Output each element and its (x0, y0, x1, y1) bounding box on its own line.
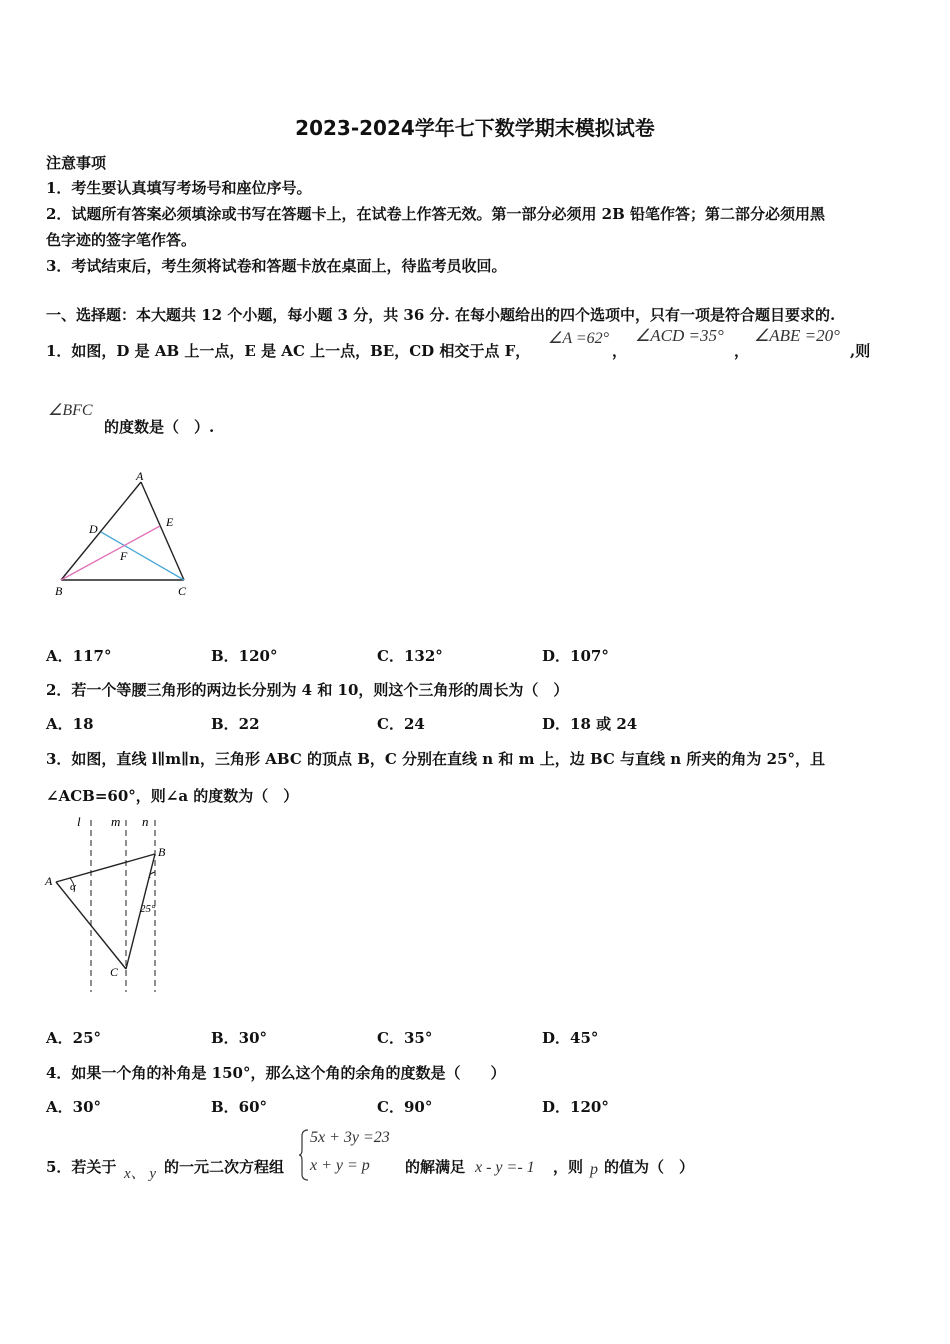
fig-label-b: B (158, 845, 166, 859)
fig-label-a: A (45, 874, 53, 888)
q5-condition: x - y =- 1 (475, 1159, 535, 1176)
section-heading: 一、选择题：本大题共 12 个小题，每小题 3 分，共 36 分. 在每小题给出的四个选项中，只有一项是符合题目要求的. (46, 306, 836, 324)
fig-label-m: m (111, 814, 121, 829)
q3-option-b[interactable]: B．30° (211, 1029, 268, 1047)
q4-option-d[interactable]: D．120° (542, 1098, 609, 1116)
fig-label-l: l (77, 814, 81, 829)
q3-option-d[interactable]: D．45° (542, 1029, 599, 1047)
q2-option-b[interactable]: B．22 (211, 715, 260, 733)
q4-text: 4．如果一个角的补角是 150°，那么这个角的余角的度数是（ ） (46, 1064, 506, 1082)
q4-option-a[interactable]: A．30° (46, 1098, 102, 1116)
fig-label-alpha: α (70, 881, 76, 893)
q5-mid: 的一元二次方程组 (164, 1158, 285, 1176)
q3-parallel-lines-figure (44, 812, 174, 994)
q3-option-a[interactable]: A．25° (46, 1029, 102, 1047)
q1-option-d[interactable]: D．107° (542, 647, 609, 665)
q5-end: 的值为（ ） (604, 1158, 695, 1176)
q5-vars: x、 y (124, 1166, 157, 1182)
q1-option-b[interactable]: B．120° (211, 647, 278, 665)
fig-label-c: C (178, 584, 187, 598)
q5-prefix: 5．若关于 (46, 1158, 117, 1176)
q1-angle-acd: ∠ACD =35° (635, 326, 724, 345)
q1-sep: ， (612, 342, 628, 360)
fig-label-25: 25° (140, 903, 156, 915)
q1-text2: 的度数是（ ）. (104, 418, 215, 436)
notes-heading: 注意事项 (46, 154, 107, 172)
q3-text2: ∠ACB=60°，则∠a 的度数为（ ） (46, 787, 299, 805)
fig-label-a: A (136, 469, 144, 483)
q1-option-a[interactable]: A．117° (46, 647, 112, 665)
q1-angle-a: ∠A =62° (548, 330, 610, 347)
q5-equation-2: x + y = p (310, 1157, 370, 1174)
note-item: 3．考试结束后，考生须将试卷和答题卡放在桌面上，待监考员收回。 (46, 257, 507, 275)
note-item: 色字迹的签字笔作答。 (46, 231, 197, 249)
fig-label-d: D (89, 522, 98, 536)
q5-equation-1: 5x + 3y =23 (310, 1129, 390, 1146)
fig-label-b: B (55, 584, 63, 598)
q1-angle-abe: ∠ABE =20° (754, 326, 840, 345)
page-title: 2023-2024学年七下数学期末模拟试卷 (295, 116, 655, 140)
fig-label-e: E (166, 515, 174, 529)
q5-cond-lead: 的解满足 (405, 1158, 466, 1176)
brace-icon (298, 1128, 310, 1182)
q2-option-a[interactable]: A．18 (46, 715, 94, 733)
q2-option-d[interactable]: D．18 或 24 (542, 715, 638, 733)
q1-triangle-figure (48, 466, 198, 602)
q1-tail: ,则 (850, 342, 871, 360)
note-item: 1．考生要认真填写考场号和座位序号。 (46, 179, 312, 197)
q1-sep: ， (734, 342, 750, 360)
fig-label-n: n (142, 814, 149, 829)
q5-p: p (590, 1161, 598, 1178)
fig-label-f: F (120, 549, 128, 563)
q2-option-c[interactable]: C．24 (377, 715, 425, 733)
fig-label-c: C (110, 965, 119, 979)
q3-text: 3．如图，直线 l∥m∥n，三角形 ABC 的顶点 B，C 分别在直线 n 和 m 上，边 BC 与直线 n 所夹的角为 25°，且 (46, 750, 826, 768)
q5-after: ，则 (553, 1158, 584, 1176)
q1-text: 1．如图，D 是 AB 上一点，E 是 AC 上一点，BE，CD 相交于点 F， (46, 342, 531, 360)
q3-option-c[interactable]: C．35° (377, 1029, 433, 1047)
note-item: 2．试题所有答案必须填涂或书写在答题卡上，在试卷上作答无效。第一部分必须用 2B 铅笔作答；第二部分必须用黑 (46, 205, 826, 223)
q2-text: 2．若一个等腰三角形的两边长分别为 4 和 10，则这个三角形的周长为（ ） (46, 681, 569, 699)
q1-option-c[interactable]: C．132° (377, 647, 443, 665)
q4-option-b[interactable]: B．60° (211, 1098, 268, 1116)
q4-option-c[interactable]: C．90° (377, 1098, 433, 1116)
q1-angle-bfc: ∠BFC (48, 402, 93, 419)
